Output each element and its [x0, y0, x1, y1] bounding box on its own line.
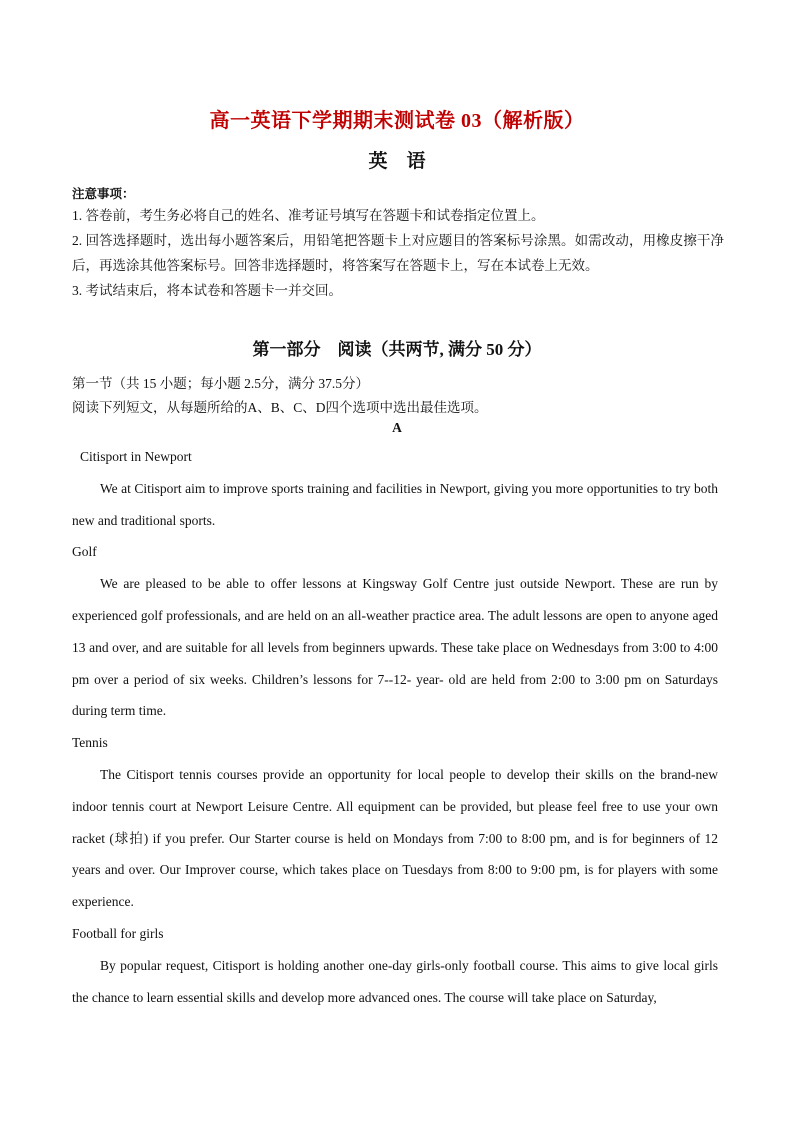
subject-title: 英 语 — [368, 151, 426, 172]
notice-item-2: 2. 回答选择题时，选出每小题答案后，用铅笔把答题卡上对应题目的答案标号涂黑。如需改动，用橡皮擦干净后，再选涂其他答案标号。回答非选择题时，将答案写在答题卡上，写在本试卷上无效。 — [72, 233, 724, 273]
section-text-golf: We are pleased to be able to offer lessons at Kingsway Golf Centre just outside Newport. These are run by experienced golf professionals, and are held on an all-weather practice area. The adult lessons are open to anyone aged 13 and over, and are suitable for all levels from beginners upwards. These take place on Wednesdays from 3:00 to 4:00 pm over a period of six weeks. Children’s lessons for 7--12- year- old are held from 2:00 to 3:00 pm on Saturdays during term time. — [72, 576, 718, 719]
notice-item-3: 3. 考试结束后，将本试卷和答题卡一并交回。 — [72, 283, 342, 298]
passage-intro: We at Citisport aim to improve sports training and facilities in Newport, giving you more opportunities to try both new and traditional sports. — [72, 480, 718, 528]
notice-item-1: 1. 答卷前，考生务必将自己的姓名、准考证号填写在答题卡和试卷指定位置上。 — [72, 208, 545, 223]
section-info: 第一节（共 15 小题；每小题 2.5分，满分 37.5分） — [72, 376, 369, 391]
notice-heading: 注意事项： — [72, 187, 135, 201]
instruction-text: 阅读下列短文，从每题所给的A、B、C、D四个选项中选出最佳选项。 — [72, 400, 488, 415]
section-heading-golf: Golf — [72, 544, 97, 560]
section-text-football: By popular request, Citisport is holding another one-day girls-only football course. This aims to give local girls the chance to learn essential skills and develop more advanced ones. The course will take place on Saturday, — [72, 957, 718, 1005]
section-text-tennis: The Citisport tennis courses provide an opportunity for local people to develop their skills on the brand-new indoor tennis court at Newport Leisure Centre. All equipment can be provided, but please feel free to use your own racket (球拍) if you prefer. Our Starter course is held on Mondays from 7:00 to 8:00 pm, and is for beginners of 12 years and over. Our Improver course, which takes place on Tuesdays from 8:00 to 9:00 pm, is for players with some experience. — [72, 766, 718, 910]
passage-label: A — [392, 420, 402, 435]
exam-title: 高一英语下学期期末测试卷 03（解析版） — [209, 110, 585, 132]
passage-title: Citisport in Newport — [80, 449, 192, 464]
section-heading-football: Football for girls — [72, 925, 164, 941]
section-heading-tennis: Tennis — [72, 735, 108, 751]
passage-body — [72, 441, 718, 1013]
part-heading: 第一部分 阅读（共两节, 满分 50 分） — [252, 340, 542, 359]
